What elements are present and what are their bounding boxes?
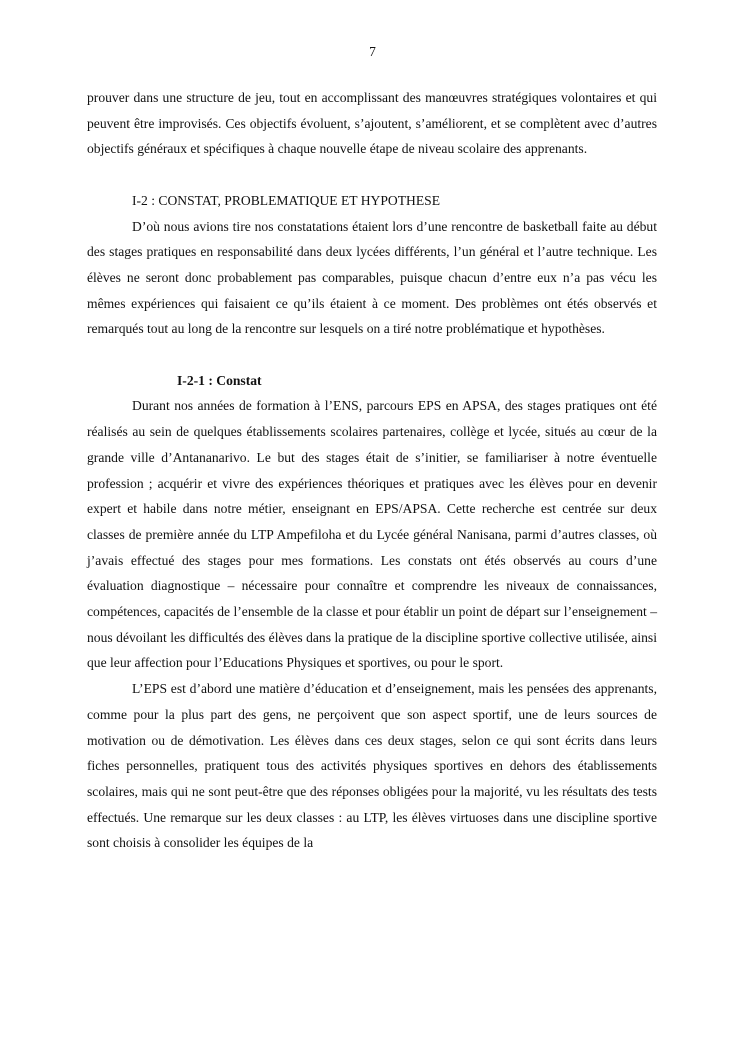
paragraph-eps: L’EPS est d’abord une matière d’éducation et d’enseignement, mais les pensées des apprenants, comme pour la plus part des gens, ne perçoivent que son aspect sportif, une de leurs sources de motivation ou de démotivation. Les élèves dans ces deux stages, selon ce qui sont écrits dans leurs fiches personnelles, pratiquent tous des activités physiques sportives en dehors des établissements scolaires, mais qui ne sont peut-être que des réponses obligées pour la majorité, vu les résultats des tests effectués. Une remarque sur les deux classes : au LTP, les élèves virtuoses dans une discipline sportive sont choisis à consolider les équipes de la <box>87 681 657 851</box>
document-body <box>87 85 657 856</box>
paragraph-constat-intro: D’où nous avions tire nos constatations étaient lors d’une rencontre de basketball faite au début des stages pratiques en responsabilité dans deux lycées différents, l’un général et l’autre technique. Les élèves ne seront donc probablement pas comparables, puisque chacun d’entre eux n’a pas vécu les mêmes expériences qui faisaient ce qu’ils étaient à ce moment. Des problèmes ont étés observés et remarqués tout au long de la rencontre sur lesquels on a tiré notre problématique et hypothèses. <box>87 218 657 337</box>
page-number: 7 <box>369 44 376 59</box>
section-heading: I-2 : CONSTAT, PROBLEMATIQUE ET HYPOTHESE <box>132 192 441 208</box>
paragraph-constat: Durant nos années de formation à l’ENS, parcours EPS en APSA, des stages pratiques ont été réalisés au sein de quelques établissements scolaires partenaires, collège et lycée, situés au cœur de la grande ville d’Antananarivo. Le but des stages était de s’initier, se familiariser à notre éventuelle profession ; acquérir et vivre des expériences théoriques et pratiques avec les élèves pour en devenir expert et habile dans notre métier, enseignant en EPS/APSA. Cette recherche est centrée sur deux classes de première année du LTP Ampefiloha et du Lycée général Nanisana, parmi d’autres classes, où j’avais effectué des stages pour mes formations. Les constats ont étés observés au cours d’une évaluation diagnostique – nécessaire pour connaître et comprendre les niveaux de connaissances, compétences, capacités de l’ensemble de la classe et pour établir un point de départ sur l’enseignement – nous dévoilant les difficultés des élèves dans la pratique de la discipline sportive collective utilisée, ainsi que leur affection pour l’Educations Physiques et sportives, ou pour le sport. <box>87 398 657 671</box>
paragraph-objectives: prouver dans une structure de jeu, tout en accomplissant des manœuvres stratégiques volontaires et qui peuvent être improvisés. Ces objectifs évoluent, s’ajoutent, s’améliorent, et se complètent avec d’autres objectifs généraux et spécifiques à chaque nouvelle étape de niveau scolaire des apprenants. <box>87 90 657 157</box>
subsection-heading: I-2-1 : Constat <box>177 372 262 388</box>
